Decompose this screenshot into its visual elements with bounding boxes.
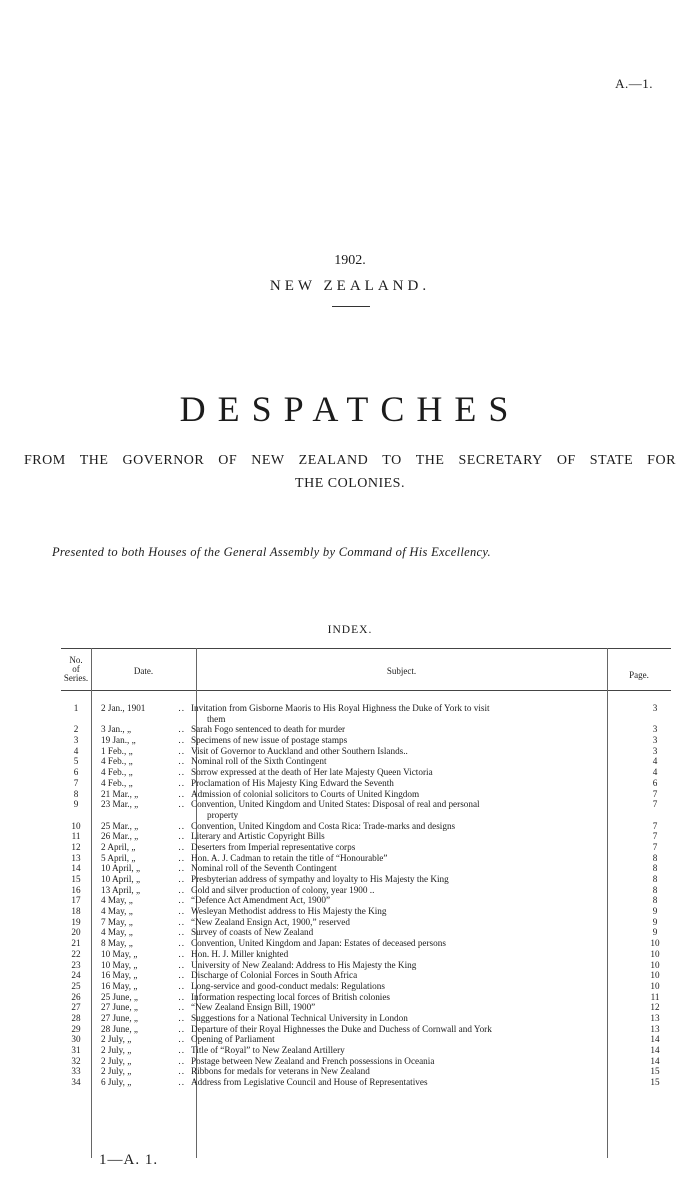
- series-number: 31: [71, 1045, 81, 1056]
- page-number: 8: [652, 874, 658, 885]
- table-row: [61, 756, 671, 767]
- page-number: 14: [650, 1055, 660, 1066]
- row-subject: [189, 927, 609, 938]
- subject-text: Sarah Fogo sentenced to death for murder: [191, 724, 346, 735]
- table-row: [61, 960, 671, 971]
- series-number: 28: [71, 1012, 81, 1023]
- subject-text: Nominal roll of the Seventh Contingent: [191, 863, 337, 874]
- row-date: 7 May, „: [101, 916, 133, 927]
- row-date: 10 May, „: [101, 948, 138, 959]
- table-row: [61, 885, 671, 896]
- subject-continuation: property: [207, 809, 239, 820]
- subject-text: Survey of coasts of New Zealand: [191, 927, 314, 938]
- series-number: 3: [73, 735, 79, 746]
- subtitle-word: THE: [415, 453, 445, 468]
- page-number: 7: [652, 841, 658, 852]
- footer-reference: 1—A. 1.: [99, 1152, 159, 1168]
- header-date: Date.: [133, 666, 154, 676]
- table-row: [61, 831, 671, 842]
- series-number: 25: [71, 980, 81, 991]
- row-subject: [189, 735, 609, 746]
- table-row: [61, 874, 671, 885]
- subject-text: Proclamation of His Majesty King Edward the Seventh: [191, 777, 394, 788]
- row-subject: [189, 981, 609, 992]
- row-date: 3 Jan., „: [101, 724, 132, 735]
- page-number: 3: [652, 735, 658, 746]
- table-row: [61, 1002, 671, 1013]
- row-subject: [189, 1013, 609, 1024]
- row-date: 21 Mar., „: [101, 788, 139, 799]
- leader-dots: ..: [178, 1055, 185, 1066]
- subject-text: Suggestions for a National Technical University in London: [191, 1012, 408, 1023]
- leader-dots: ..: [178, 980, 185, 991]
- subject-text: University of New Zealand: Address to His Majesty the King: [191, 959, 417, 970]
- leader-dots: ..: [178, 1023, 185, 1034]
- table-row: [61, 735, 671, 746]
- series-number: 11: [71, 831, 81, 842]
- table-row: [61, 1034, 671, 1045]
- row-date: 2 Jan., 1901: [101, 703, 146, 713]
- page-number: 9: [652, 927, 658, 938]
- subtitle-word: NEW: [251, 453, 285, 468]
- page-number: 11: [650, 991, 660, 1002]
- table-row: [61, 992, 671, 1003]
- row-subject: [189, 831, 609, 842]
- leader-dots: ..: [178, 756, 185, 767]
- leader-dots: ..: [178, 959, 185, 970]
- leader-dots: ..: [178, 863, 185, 874]
- header-subject: Subject.: [386, 666, 417, 676]
- header-series-line: Series.: [63, 673, 89, 683]
- leader-dots: ..: [178, 703, 185, 713]
- table-row: [61, 949, 671, 960]
- subject-text: Nominal roll of the Sixth Contingent: [191, 756, 327, 767]
- subject-text: Convention, United Kingdom and Costa Rica: Trade-marks and designs: [191, 820, 456, 831]
- page-number: 8: [652, 863, 658, 874]
- table-row: [61, 1066, 671, 1077]
- leader-dots: ..: [178, 841, 185, 852]
- row-subject: [189, 960, 609, 971]
- leader-dots: ..: [178, 724, 185, 735]
- series-number: 4: [73, 745, 79, 756]
- subtitle-line-1: [24, 453, 676, 469]
- subject-text: Information respecting local forces of British colonies: [191, 991, 391, 1002]
- row-subject: [189, 1024, 609, 1035]
- series-number: 13: [71, 852, 81, 863]
- table-row: [61, 821, 671, 832]
- row-date: 2 July, „: [101, 1034, 132, 1045]
- page-number: 6: [652, 777, 658, 788]
- page-number: 10: [650, 980, 660, 991]
- heading-rule: [332, 306, 370, 307]
- subject-text: Departure of their Royal Highnesses the Duke and Duchess of Cornwall and York: [191, 1023, 492, 1034]
- page-number: 12: [650, 1002, 660, 1013]
- page-number: 4: [652, 767, 658, 778]
- page-identifier: A.—1.: [615, 76, 653, 91]
- row-date: 4 Feb., „: [101, 756, 133, 767]
- row-subject: [189, 874, 609, 885]
- subject-text: Visit of Governor to Auckland and other Southern Islands..: [191, 745, 408, 756]
- table-row: [61, 789, 671, 800]
- leader-dots: ..: [178, 1066, 185, 1077]
- row-date: 4 May, „: [101, 927, 133, 938]
- index-heading: INDEX.: [327, 624, 373, 636]
- table-row: [61, 778, 671, 789]
- leader-dots: ..: [178, 916, 185, 927]
- header-page: Page.: [629, 670, 649, 680]
- series-number: 30: [71, 1034, 81, 1045]
- series-number: 6: [73, 767, 79, 778]
- series-number: 18: [71, 906, 81, 917]
- subject-text: “Defence Act Amendment Act, 1900”: [191, 895, 331, 906]
- subject-text: Deserters from Imperial representative corps: [191, 841, 356, 852]
- leader-dots: ..: [178, 745, 185, 756]
- subject-text: Address from Legislative Council and House of Representatives: [191, 1077, 428, 1088]
- series-number: 22: [71, 948, 81, 959]
- subtitle-line-2: THE COLONIES.: [295, 476, 405, 491]
- row-subject: [189, 949, 609, 960]
- series-number: 29: [71, 1023, 81, 1034]
- table-row: [61, 724, 671, 735]
- row-date: 28 June, „: [101, 1023, 138, 1034]
- subject-text: “New Zealand Ensign Act, 1900,” reserved: [191, 916, 350, 927]
- row-date: 23 Mar., „: [101, 799, 139, 810]
- table-row: [61, 1056, 671, 1067]
- row-date: 4 May, „: [101, 895, 133, 906]
- subject-text: Convention, United Kingdom and Japan: Estates of deceased persons: [191, 938, 446, 949]
- subtitle-word: FOR: [647, 453, 676, 468]
- series-number: 7: [73, 777, 79, 788]
- subject-text: Invitation from Gisborne Maoris to His Royal Highness the Duke of York to visit: [191, 703, 490, 713]
- page-number: 8: [652, 884, 658, 895]
- page-number: 9: [652, 906, 658, 917]
- row-subject: [189, 992, 609, 1003]
- leader-dots: ..: [178, 895, 185, 906]
- leader-dots: ..: [178, 852, 185, 863]
- subtitle-word: OF: [556, 453, 576, 468]
- subject-text: Hon. A. J. Cadman to retain the title of “Honourable”: [191, 852, 388, 863]
- row-date: 10 April, „: [101, 863, 141, 874]
- page-number: 10: [650, 959, 660, 970]
- row-subject: [189, 938, 609, 949]
- series-number: 8: [73, 788, 79, 799]
- row-subject: [189, 1056, 609, 1067]
- subtitle-word: STATE: [589, 453, 634, 468]
- series-number: 5: [73, 756, 79, 767]
- leader-dots: ..: [178, 1034, 185, 1045]
- row-date: 26 Mar., „: [101, 831, 139, 842]
- subject-text: Hon. H. J. Miller knighted: [191, 948, 289, 959]
- row-subject: [189, 821, 609, 832]
- table-row: [61, 746, 671, 757]
- subject-text: Long-service and good-conduct medals: Regulations: [191, 980, 385, 991]
- page-number: 10: [650, 948, 660, 959]
- leader-dots: ..: [178, 1012, 185, 1023]
- table-row: [61, 842, 671, 853]
- leader-dots: ..: [178, 831, 185, 842]
- series-number: 33: [71, 1066, 81, 1077]
- row-date: 27 June, „: [101, 1012, 138, 1023]
- subject-text: Presbyterian address of sympathy and loyalty to His Majesty the King: [191, 874, 449, 885]
- row-subject: [189, 703, 609, 724]
- subject-text: Sorrow expressed at the death of Her late Majesty Queen Victoria: [191, 767, 433, 778]
- subject-text: Literary and Artistic Copyright Bills: [191, 831, 325, 842]
- document-title: DESPATCHES: [179, 389, 521, 429]
- subtitle-word: SECRETARY: [458, 453, 543, 468]
- leader-dots: ..: [178, 735, 185, 746]
- row-date: 2 July, „: [101, 1066, 132, 1077]
- table-row: [61, 970, 671, 981]
- table-row: [61, 767, 671, 778]
- leader-dots: ..: [178, 788, 185, 799]
- row-date: 2 April, „: [101, 841, 136, 852]
- row-subject: [189, 1034, 609, 1045]
- page-number: 3: [652, 724, 658, 735]
- page-number: 10: [650, 938, 660, 949]
- series-number: 10: [71, 820, 81, 831]
- page-number: 3: [652, 703, 658, 713]
- row-date: 13 April, „: [101, 884, 141, 895]
- row-date: 10 May, „: [101, 959, 138, 970]
- page-number: 7: [652, 820, 658, 831]
- subject-text: Admission of colonial solicitors to Courts of United Kingdom: [191, 788, 420, 799]
- subject-text: Wesleyan Methodist address to His Majesty the King: [191, 906, 387, 917]
- table-row: [61, 1013, 671, 1024]
- row-date: 4 May, „: [101, 906, 133, 917]
- header-of-line: of: [72, 664, 80, 674]
- row-subject: [189, 853, 609, 864]
- row-date: 2 July, „: [101, 1045, 132, 1056]
- page-number: 13: [650, 1023, 660, 1034]
- row-subject: [189, 799, 609, 820]
- table-row: [61, 917, 671, 928]
- row-date: 6 July, „: [101, 1077, 132, 1088]
- row-subject: [189, 746, 609, 757]
- row-subject: [189, 970, 609, 981]
- series-number: 19: [71, 916, 81, 927]
- leader-dots: ..: [178, 938, 185, 949]
- page-number: 8: [652, 852, 658, 863]
- table-header-rule: [61, 690, 671, 691]
- page-number: 7: [652, 788, 658, 799]
- subtitle-word: TO: [382, 453, 402, 468]
- subject-continuation: them: [207, 713, 226, 724]
- page-number: 7: [652, 831, 658, 842]
- series-number: 2: [73, 724, 79, 735]
- table-row: [61, 895, 671, 906]
- series-number: 24: [71, 970, 81, 981]
- row-subject: [189, 917, 609, 928]
- series-number: 15: [71, 874, 81, 885]
- series-number: 32: [71, 1055, 81, 1066]
- row-subject: [189, 1045, 609, 1056]
- leader-dots: ..: [178, 948, 185, 959]
- row-subject: [189, 724, 609, 735]
- subject-text: Title of “Royal” to New Zealand Artillery: [191, 1045, 345, 1056]
- row-date: 4 Feb., „: [101, 777, 133, 788]
- page-number: 15: [650, 1077, 660, 1088]
- leader-dots: ..: [178, 777, 185, 788]
- series-number: 1: [73, 703, 79, 713]
- leader-dots: ..: [178, 767, 185, 778]
- subject-text: Ribbons for medals for veterans in New Zealand: [191, 1066, 370, 1077]
- table-row: [61, 1045, 671, 1056]
- series-number: 17: [71, 895, 81, 906]
- row-date: 8 May, „: [101, 938, 133, 949]
- row-date: 16 May, „: [101, 980, 138, 991]
- table-row: [61, 938, 671, 949]
- page-number: 4: [652, 756, 658, 767]
- country-heading: NEW ZEALAND.: [269, 278, 431, 294]
- series-number: 34: [71, 1077, 81, 1088]
- series-number: 21: [71, 938, 81, 949]
- leader-dots: ..: [178, 874, 185, 885]
- index-table-body: [61, 703, 671, 1088]
- leader-dots: ..: [178, 906, 185, 917]
- header-series-number: [61, 656, 91, 683]
- page-number: 13: [650, 1012, 660, 1023]
- table-row: [61, 1024, 671, 1035]
- row-subject: [189, 756, 609, 767]
- row-date: 10 April, „: [101, 874, 141, 885]
- page-number: 7: [652, 799, 658, 810]
- leader-dots: ..: [178, 927, 185, 938]
- row-subject: [189, 1077, 609, 1088]
- series-number: 16: [71, 884, 81, 895]
- series-number: 12: [71, 841, 81, 852]
- page-number: 10: [650, 970, 660, 981]
- subtitle-word: FROM: [24, 453, 66, 468]
- leader-dots: ..: [178, 1077, 185, 1088]
- table-row: [61, 863, 671, 874]
- series-number: 27: [71, 1002, 81, 1013]
- leader-dots: ..: [178, 1045, 185, 1056]
- leader-dots: ..: [178, 799, 185, 810]
- row-date: 25 Mar., „: [101, 820, 139, 831]
- leader-dots: ..: [178, 820, 185, 831]
- row-subject: [189, 842, 609, 853]
- leader-dots: ..: [178, 991, 185, 1002]
- page-number: 8: [652, 895, 658, 906]
- subtitle-word: OF: [218, 453, 238, 468]
- row-subject: [189, 895, 609, 906]
- subject-text: Opening of Parliament: [191, 1034, 275, 1045]
- series-number: 14: [71, 863, 81, 874]
- row-subject: [189, 767, 609, 778]
- series-number: 23: [71, 959, 81, 970]
- row-date: 16 May, „: [101, 970, 138, 981]
- table-row: [61, 853, 671, 864]
- leader-dots: ..: [178, 884, 185, 895]
- page-number: 3: [652, 745, 658, 756]
- row-subject: [189, 906, 609, 917]
- header-no-line: No.: [69, 655, 83, 665]
- row-subject: [189, 1002, 609, 1013]
- document-year: 1902.: [334, 253, 366, 268]
- table-top-rule: [61, 648, 671, 649]
- row-subject: [189, 789, 609, 800]
- row-date: 19 Jan., „: [101, 735, 136, 746]
- subject-text: Discharge of Colonial Forces in South Africa: [191, 970, 358, 981]
- row-subject: [189, 885, 609, 896]
- row-date: 5 April, „: [101, 852, 136, 863]
- page-number: 15: [650, 1066, 660, 1077]
- subject-text: Convention, United Kingdom and United States: Disposal of real and personal: [191, 799, 480, 810]
- series-number: 9: [73, 799, 79, 810]
- page-number: 9: [652, 916, 658, 927]
- table-row: [61, 906, 671, 917]
- table-row: [61, 981, 671, 992]
- row-date: 2 July, „: [101, 1055, 132, 1066]
- row-subject: [189, 1066, 609, 1077]
- series-number: 20: [71, 927, 81, 938]
- subject-text: Postage between New Zealand and French possessions in Oceania: [191, 1055, 435, 1066]
- page-number: 14: [650, 1045, 660, 1056]
- table-row: [61, 927, 671, 938]
- subject-text: Specimens of new issue of postage stamps: [191, 735, 348, 746]
- presented-note: Presented to both Houses of the General Assembly by Command of His Excellency.: [52, 545, 491, 559]
- row-date: 1 Feb., „: [101, 745, 133, 756]
- page-number: 14: [650, 1034, 660, 1045]
- row-date: 27 June, „: [101, 1002, 138, 1013]
- row-date: 25 June, „: [101, 991, 138, 1002]
- subtitle-word: GOVERNOR: [122, 453, 205, 468]
- series-number: 26: [71, 991, 81, 1002]
- subtitle-word: THE: [79, 453, 109, 468]
- subject-text: Gold and silver production of colony, year 1900 ..: [191, 884, 375, 895]
- row-date: 4 Feb., „: [101, 767, 133, 778]
- subject-text: “New Zealand Ensign Bill, 1900”: [191, 1002, 316, 1013]
- table-row: [61, 703, 671, 724]
- subtitle-word: ZEALAND: [298, 453, 369, 468]
- table-row: [61, 799, 671, 820]
- leader-dots: ..: [178, 1002, 185, 1013]
- leader-dots: ..: [178, 970, 185, 981]
- row-subject: [189, 778, 609, 789]
- row-subject: [189, 863, 609, 874]
- table-row: [61, 1077, 671, 1088]
